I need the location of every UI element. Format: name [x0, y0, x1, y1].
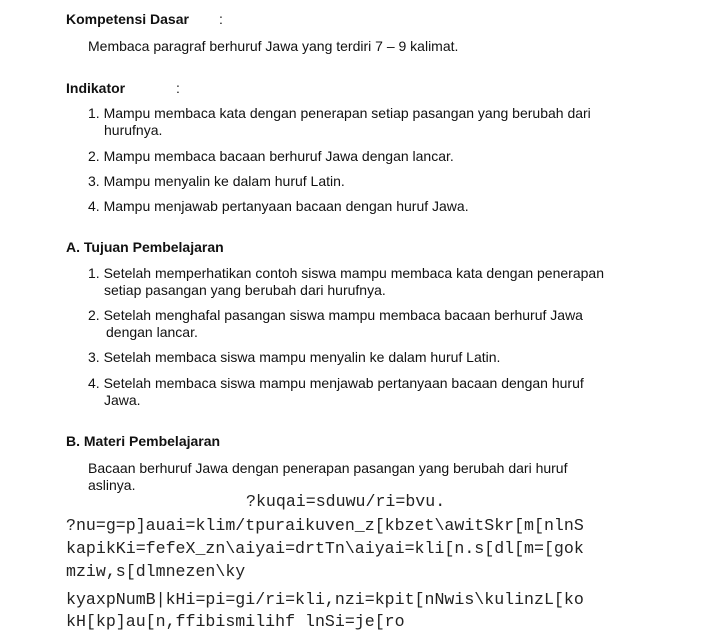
- tujuan-item-4: 4. Setelah membaca siswa mampu menjawab pertanyaan bacaan dengan huruf: [88, 375, 584, 391]
- indikator-item-1: 1. Mampu membaca kata dengan penerapan setiap pasangan yang berubah dari: [88, 105, 591, 121]
- indikator-colon: :: [176, 80, 180, 96]
- materi-title: B. Materi Pembelajaran: [66, 433, 221, 449]
- materi-intro-cont: aslinya.: [88, 477, 136, 493]
- indikator-item-4: 4. Mampu menjawab pertanyaan bacaan dengan huruf Jawa.: [88, 198, 469, 214]
- indikator-item-2: 2. Mampu membaca bacaan berhuruf Jawa dengan lancar.: [88, 148, 454, 164]
- tujuan-item-2: 2. Setelah menghafal pasangan siswa mampu membaca bacaan berhuruf Jawa: [88, 307, 583, 323]
- tujuan-title: A. Tujuan Pembelajaran: [66, 239, 224, 255]
- javanese-line: mziw,s[dlmnezen\ky: [66, 562, 246, 581]
- tujuan-item-2-cont: dengan lancar.: [106, 324, 198, 340]
- javanese-line: ?nu=g=p]auai=klim/tpuraikuven_z[kbzet\awitSkr[m[nlnS: [66, 516, 584, 535]
- tujuan-item-4-cont: Jawa.: [104, 392, 141, 408]
- javanese-line: kH[kp]au[n,ffibismilihf lnSi=je[ro: [66, 612, 405, 631]
- tujuan-item-1-cont: setiap pasangan yang berubah dari hurufnya.: [104, 282, 386, 298]
- javanese-line: kyaxpNumB|kHi=pi=gi/ri=kli,nzi=kpit[nNwis\kulinzL[ko: [66, 590, 584, 609]
- indikator-item-3: 3. Mampu menyalin ke dalam huruf Latin.: [88, 173, 345, 189]
- indikator-title: Indikator: [66, 80, 126, 96]
- javanese-title-line: ?kuqai=sduwu/ri=bvu.: [246, 492, 446, 511]
- javanese-line: kapikKi=fefeX_zn\aiyai=drtTn\aiyai=kli[n.s[dl[m=[gok: [66, 539, 584, 558]
- indikator-item-1-cont: hurufnya.: [104, 122, 163, 138]
- kompetensi-colon: :: [219, 11, 223, 27]
- tujuan-item-3: 3. Setelah membaca siswa mampu menyalin ke dalam huruf Latin.: [88, 349, 501, 365]
- materi-intro: Bacaan berhuruf Jawa dengan penerapan pasangan yang berubah dari huruf: [88, 460, 568, 476]
- kompetensi-text: Membaca paragraf berhuruf Jawa yang terdiri 7 – 9 kalimat.: [88, 38, 459, 54]
- tujuan-item-1: 1. Setelah memperhatikan contoh siswa mampu membaca kata dengan penerapan: [88, 265, 604, 281]
- kompetensi-title: Kompetensi Dasar: [66, 11, 189, 27]
